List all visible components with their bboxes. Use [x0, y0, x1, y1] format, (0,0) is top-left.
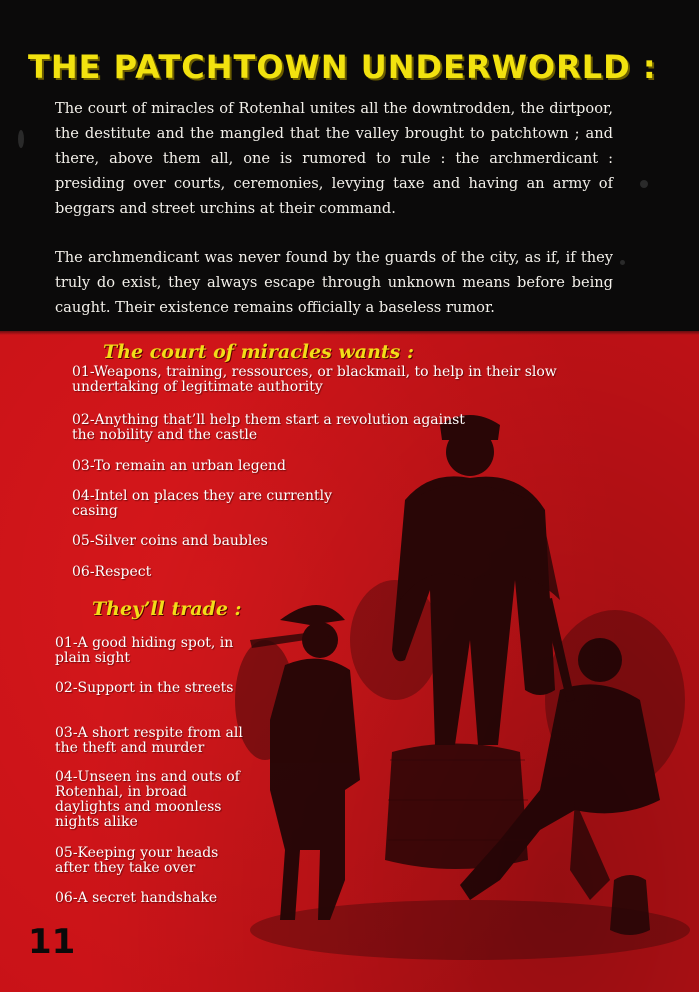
ink-speck — [620, 260, 625, 265]
trades-heading: They’ll trade : — [92, 598, 242, 620]
trades-item: 05-Keeping your heads after they take over — [55, 845, 219, 876]
wants-item: 03-To remain an urban legend — [72, 458, 287, 474]
trades-item: 06-A secret handshake — [55, 890, 218, 906]
trades-item: 04-Unseen ins and outs of Rotenhal, in broad daylights and moonless nights alike — [55, 769, 240, 830]
wants-heading: The court of miracles wants : — [103, 341, 414, 363]
wants-item: 02-Anything that’ll help them start a revolution against the nobility and the castle — [72, 412, 465, 443]
page-number: 11 — [28, 922, 76, 962]
intro-paragraph-2: The archmendicant was never found by the guards of the city, as if, if they truly do exist, they always escape through unknown means before being caught. Their existence remains officially a baseless rumor. — [55, 249, 613, 316]
wants-item: 05-Silver coins and baubles — [72, 533, 268, 549]
wants-item: 06-Respect — [72, 564, 152, 580]
wants-item: 01-Weapons, training, ressources, or blackmail, to help in their slow undertaking of legitimate authority — [72, 364, 557, 395]
trades-item: 01-A good hiding spot, in plain sight — [55, 635, 234, 666]
page-title: THE PATCHTOWN UNDERWORLD : — [28, 48, 657, 86]
trades-item: 03-A short respite from all the theft and murder — [55, 725, 243, 756]
wants-item: 04-Intel on places they are currently casing — [72, 488, 332, 519]
ink-speck — [640, 180, 648, 188]
intro-paragraph-1: The court of miracles of Rotenhal unites all the downtrodden, the dirtpoor, the destitute and the mangled that the valley brought to patchtown ; and there, above them all, one is rumored to rule : the archmerdicant : presiding over courts, ceremonies, levying taxe and having an army of beggars and street urchins at their command. — [55, 100, 613, 217]
ink-speck — [18, 130, 24, 148]
trades-item: 02-Support in the streets — [55, 680, 234, 696]
